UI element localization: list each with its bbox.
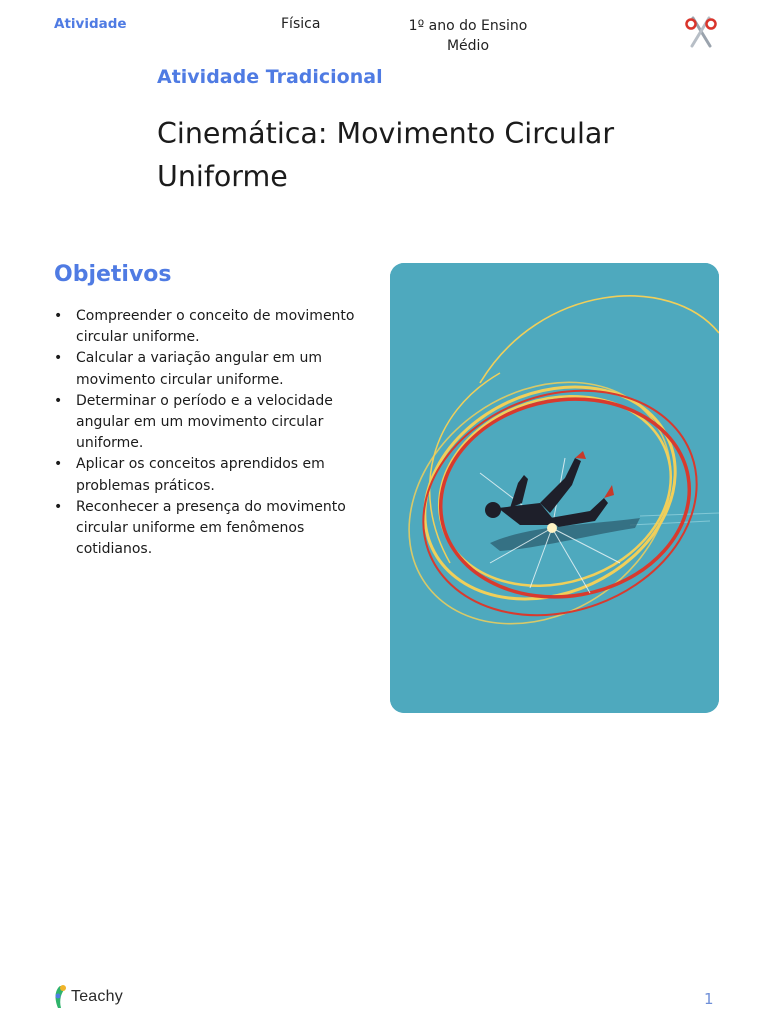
objective-text: Reconhecer a presença do movimento circular uniforme em fenômenos cotidianos. [76,498,346,558]
objectives-heading: Objetivos [54,262,172,287]
teachy-logo-icon [52,984,68,1010]
activity-type: Atividade Tradicional [157,66,383,88]
bullet-icon: • [54,498,63,515]
objective-text: Aplicar os conceitos aprendidos em problemas práticos. [76,456,325,494]
bullet-icon: • [54,350,63,367]
list-item [54,306,374,348]
page-title: Cinemática: Movimento Circular Uniforme [157,117,615,193]
page-number: 1 [704,990,714,1008]
list-item [54,497,374,561]
teachy-logo [52,984,123,1010]
objectives-list [54,306,374,560]
grade-label: 1º ano do Ensino Médio [408,18,528,54]
subject-label: Física [281,16,321,32]
circular-motion-illustration [390,263,719,713]
objective-text: Compreender o conceito de movimento circular uniforme. [76,308,355,346]
doc-type-label: Atividade [54,16,127,32]
brand-name: Teachy [71,988,123,1005]
bullet-icon: • [54,456,63,473]
list-item [54,348,374,390]
objective-text: Calcular a variação angular em um movimento circular uniforme. [76,350,322,388]
list-item [54,454,374,496]
scissors-icon[interactable] [684,14,718,50]
list-item [54,391,374,455]
objective-text: Determinar o período e a velocidade angular em um movimento circular uniforme. [76,392,333,452]
bullet-icon: • [54,392,63,409]
bullet-icon: • [54,308,63,324]
